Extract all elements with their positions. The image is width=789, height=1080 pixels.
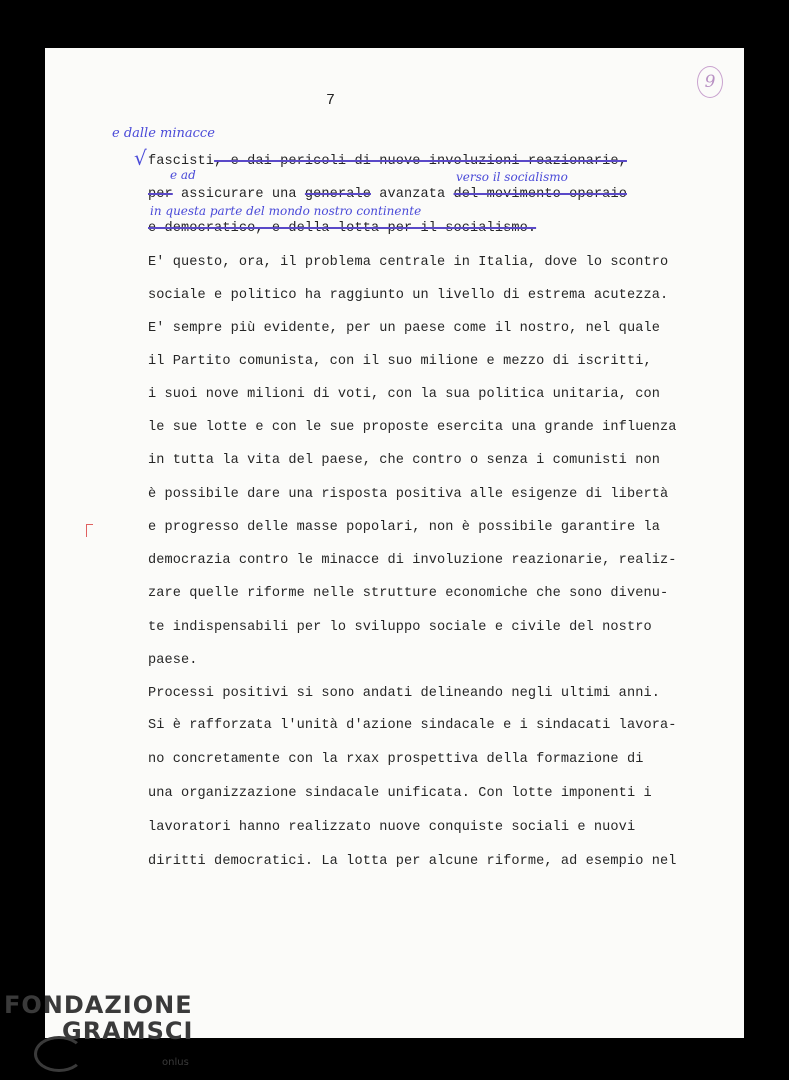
page-number: 7	[326, 92, 336, 109]
body-line: Processi positivi si sono andati delineando negli ultimi anni.	[148, 686, 660, 701]
body-line: E' sempre più evidente, per un paese come il nostro, nel quale	[148, 321, 660, 336]
insertion-mark-icon: √	[134, 146, 147, 170]
body-line: te indispensabili per lo sviluppo sociale e civile del nostro	[148, 620, 652, 635]
watermark-logo	[4, 991, 194, 1068]
body-line: democrazia contro le minacce di involuzione reazionarie, realiz-	[148, 553, 677, 568]
watermark-suffix: onlus	[162, 1057, 189, 1068]
body-line: Si è rafforzata l'unità d'azione sindacale e i sindacati lavora-	[148, 718, 677, 733]
folio-number: 9	[697, 66, 723, 98]
struck-line-1: fascisti, e dai pericoli di nuove involuzioni reazionarie,	[148, 154, 627, 169]
handwritten-above-left: e ad	[170, 168, 196, 182]
body-line: zare quelle riforme nelle strutture economiche che sono divenu-	[148, 586, 669, 601]
struck-line-3: e democratico, e della lotta per il socialismo.	[148, 221, 537, 236]
margin-bracket-icon	[86, 524, 93, 537]
handwritten-margin-insert: e dalle minacce	[112, 126, 215, 141]
body-line: paese.	[148, 653, 198, 668]
body-line: è possibile dare una risposta positiva alle esigenze di libertà	[148, 487, 669, 502]
body-line: e progresso delle masse popolari, non è possibile garantire la	[148, 520, 660, 535]
body-line: una organizzazione sindacale unificata. Con lotte imponenti i	[148, 786, 652, 801]
body-line: i suoi nove milioni di voti, con la sua politica unitaria, con	[148, 387, 660, 402]
body-line: le sue lotte e con le sue proposte esercita una grande influenza	[148, 420, 677, 435]
watermark-line-2: GRAMSCI	[62, 1017, 194, 1045]
struck-line-2: per assicurare una generale avanzata del movimento operaio	[148, 187, 627, 202]
watermark-line-1: FONDAZIONE	[4, 991, 193, 1019]
body-line: lavoratori hanno realizzato nuove conquiste sociali e nuovi	[148, 820, 636, 835]
body-line: E' questo, ora, il problema centrale in Italia, dove lo scontro	[148, 255, 669, 270]
handwritten-above-right: verso il socialismo	[456, 170, 568, 184]
body-line: diritti democratici. La lotta per alcune riforme, ad esempio nel	[148, 854, 677, 869]
body-line: il Partito comunista, con il suo milione e mezzo di iscritti,	[148, 354, 652, 369]
handwritten-below-line: in questa parte del mondo nostro continente	[150, 204, 422, 218]
body-line: no concretamente con la rxax prospettiva della formazione di	[148, 752, 644, 767]
body-line: in tutta la vita del paese, che contro o senza i comunisti non	[148, 453, 660, 468]
body-line: sociale e politico ha raggiunto un livello di estrema acutezza.	[148, 288, 669, 303]
watermark-g-icon	[34, 1036, 84, 1072]
